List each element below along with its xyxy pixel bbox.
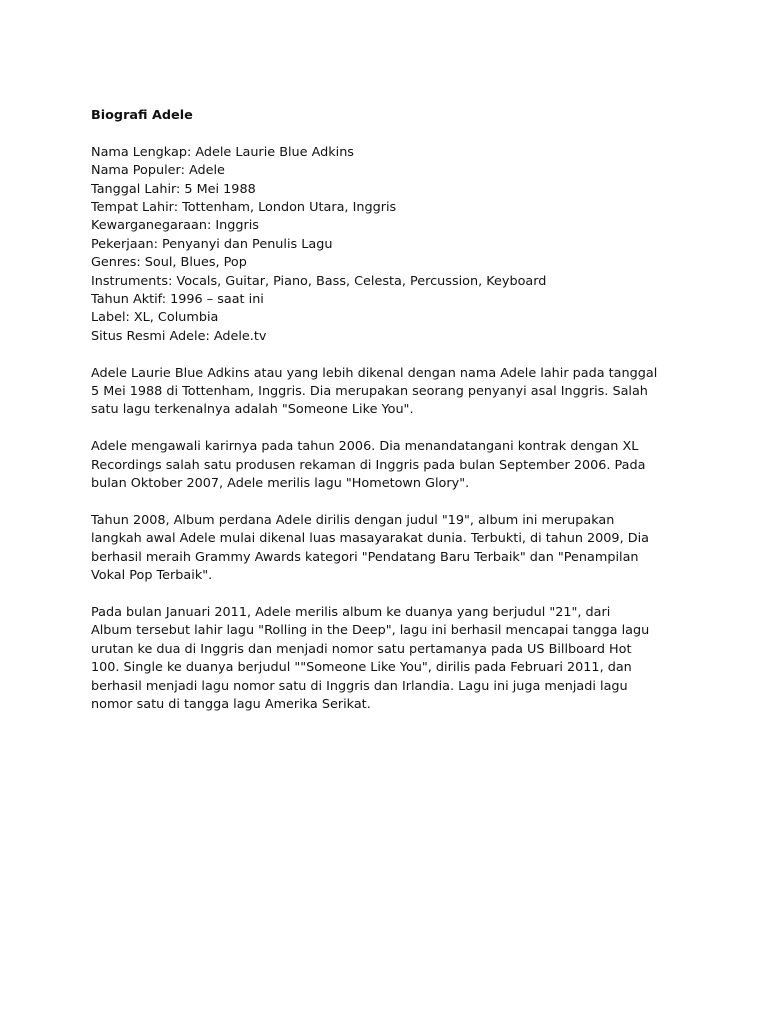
paragraph-line: Adele mengawali karirnya pada tahun 2006. Dia menandatangani kontrak dengan XL xyxy=(91,439,639,455)
paragraph-line: nomor satu di tangga lagu Amerika Serikat. xyxy=(91,696,371,712)
spacer xyxy=(91,493,691,511)
paragraph-line: langkah awal Adele mulai dikenal luas masayarakat dunia. Terbukti, di tahun 2009, Dia xyxy=(91,531,649,547)
spacer xyxy=(91,125,691,143)
paragraph-career xyxy=(91,438,691,493)
document-title: Biografi Adele xyxy=(91,108,193,123)
paragraph-line: Album tersebut lahir lagu "Rolling in the Deep", lagu ini berhasil mencapai tangga lagu xyxy=(91,623,650,639)
paragraph-line: bulan Oktober 2007, Adele merilis lagu "Hometown Glory". xyxy=(91,476,470,492)
paragraph-line: Pada bulan Januari 2011, Adele merilis album ke duanya yang berjudul "21", dari xyxy=(91,604,611,620)
profile-full-name: Nama Lengkap: Adele Laurie Blue Adkins xyxy=(91,144,354,160)
paragraph-line: satu lagu terkenalnya adalah "Someone Like You". xyxy=(91,402,414,418)
paragraph-line: berhasil menjadi lagu nomor satu di Inggris dan Irlandia. Lagu ini juga menjadi lagu xyxy=(91,678,628,694)
profile-instruments: Instruments: Vocals, Guitar, Piano, Bass, Celesta, Percussion, Keyboard xyxy=(91,273,547,289)
paragraph-line: Recordings salah satu produsen rekaman di Inggris pada bulan September 2006. Pada xyxy=(91,457,646,473)
spacer xyxy=(91,346,691,364)
profile-nationality: Kewarganegaraan: Inggris xyxy=(91,218,259,234)
paragraph-debut-album xyxy=(91,512,691,586)
profile-label: Label: XL, Columbia xyxy=(91,310,219,326)
profile-genres: Genres: Soul, Blues, Pop xyxy=(91,255,247,271)
paragraph-line: berhasil meraih Grammy Awards kategori "Pendatang Baru Terbaik" dan "Penampilan xyxy=(91,549,639,565)
profile-years-active: Tahun Aktif: 1996 – saat ini xyxy=(91,292,264,308)
document-content xyxy=(91,107,691,714)
paragraph-second-album xyxy=(91,604,691,714)
paragraph-line: 5 Mei 1988 di Tottenham, Inggris. Dia merupakan seorang penyanyi asal Inggris. Salah xyxy=(91,384,648,400)
profile-list xyxy=(91,144,691,346)
paragraph-intro xyxy=(91,365,691,420)
spacer xyxy=(91,420,691,438)
spacer xyxy=(91,586,691,604)
profile-occupation: Pekerjaan: Penyanyi dan Penulis Lagu xyxy=(91,236,333,252)
profile-birth-date: Tanggal Lahir: 5 Mei 1988 xyxy=(91,181,256,197)
profile-birth-place: Tempat Lahir: Tottenham, London Utara, Inggris xyxy=(91,200,397,216)
paragraph-line: Tahun 2008, Album perdana Adele dirilis dengan judul "19", album ini merupakan xyxy=(91,512,615,528)
paragraph-line: Vokal Pop Terbaik". xyxy=(91,568,213,584)
paragraph-line: 100. Single ke duanya berjudul ""Someone Like You", dirilis pada Februari 2011, dan xyxy=(91,660,632,676)
profile-popular-name: Nama Populer: Adele xyxy=(91,163,225,179)
paragraph-line: Adele Laurie Blue Adkins atau yang lebih dikenal dengan nama Adele lahir pada tanggal xyxy=(91,365,658,381)
profile-website: Situs Resmi Adele: Adele.tv xyxy=(91,328,267,344)
paragraph-line: urutan ke dua di Inggris dan menjadi nomor satu pertamanya pada US Billboard Hot xyxy=(91,641,632,657)
